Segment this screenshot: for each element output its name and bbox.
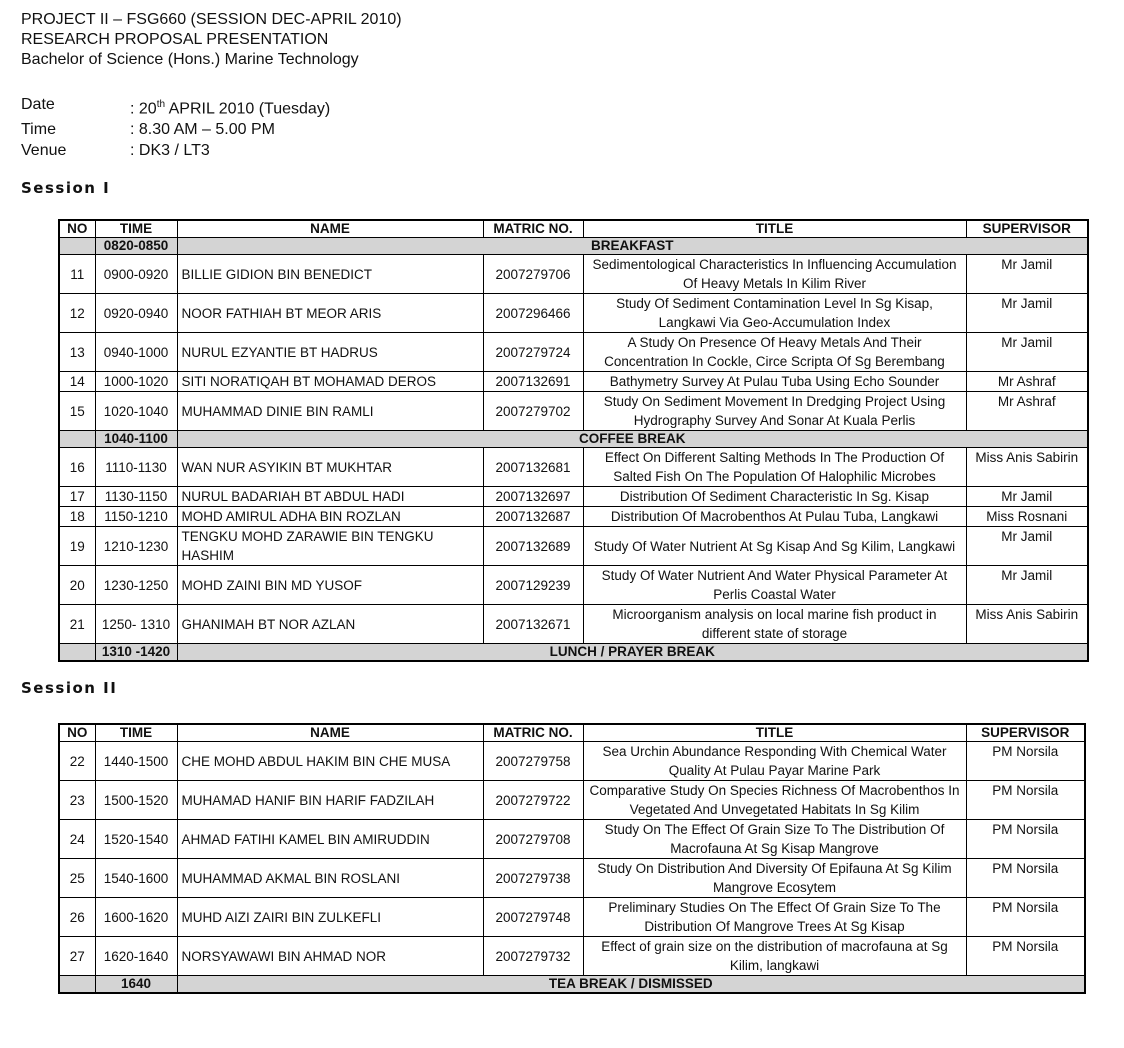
cell-name: MOHD ZAINI BIN MD YUSOF (177, 566, 483, 605)
table-row (59, 372, 1088, 392)
cell-no: 14 (59, 372, 95, 392)
cell-time: 0940-1000 (95, 333, 177, 372)
cell-no: 16 (59, 448, 95, 487)
cell-title: Preliminary Studies On The Effect Of Grain Size To The Distribution Of Mangrove Trees At Sg Kisap (583, 898, 966, 937)
cell-title: A Study On Presence Of Heavy Metals And Their Concentration In Cockle, Circe Scripta Of Sg Berembang (583, 333, 966, 372)
cell-name: SITI NORATIQAH BT MOHAMAD DEROS (177, 372, 483, 392)
break-time: 1310 -1420 (95, 644, 177, 662)
cell-name: MUHAMMAD DINIE BIN RAMLI (177, 392, 483, 431)
session-1-table (58, 219, 1089, 662)
cell-time: 1110-1130 (95, 448, 177, 487)
table-row (59, 255, 1088, 294)
header-program-line: Bachelor of Science (Hons.) Marine Technology (21, 51, 359, 68)
table-row (59, 859, 1085, 898)
cell-supervisor: Miss Rosnani (966, 507, 1088, 527)
cell-time: 1150-1210 (95, 507, 177, 527)
cell-time: 1210-1230 (95, 527, 177, 566)
cell-matric: 2007279748 (483, 898, 583, 937)
table-row (59, 898, 1085, 937)
date-value: : 20th APRIL 2010 (Tuesday) (130, 99, 331, 118)
venue-value: : DK3 / LT3 (130, 142, 210, 160)
cell-supervisor: PM Norsila (966, 742, 1085, 781)
cell-name: MOHD AMIRUL ADHA BIN ROZLAN (177, 507, 483, 527)
break-row (59, 976, 1085, 994)
cell-time: 1520-1540 (95, 820, 177, 859)
header-title-line: RESEARCH PROPOSAL PRESENTATION (21, 31, 329, 48)
col-name: NAME (177, 220, 483, 238)
cell-matric: 2007296466 (483, 294, 583, 333)
cell-time: 0920-0940 (95, 294, 177, 333)
cell-time: 1500-1520 (95, 781, 177, 820)
cell-name: NOOR FATHIAH BT MEOR ARIS (177, 294, 483, 333)
header-project-line: PROJECT II – FSG660 (SESSION DEC-APRIL 2010) (21, 11, 402, 28)
cell-title: Study Of Sediment Contamination Level In Sg Kisap, Langkawi Via Geo-Accumulation Index (583, 294, 966, 333)
cell-supervisor: Miss Anis Sabirin (966, 448, 1088, 487)
session-2-table (58, 723, 1086, 994)
col-matric: MATRIC NO. (483, 220, 583, 238)
cell-supervisor: Mr Jamil (966, 333, 1088, 372)
cell-title: Effect On Different Salting Methods In The Production Of Salted Fish On The Population Of Halophilic Microbes (583, 448, 966, 487)
cell-time: 1600-1620 (95, 898, 177, 937)
cell-time: 1540-1600 (95, 859, 177, 898)
break-row (59, 644, 1088, 662)
break-no (59, 976, 95, 994)
cell-name: MUHAMMAD AKMAL BIN ROSLANI (177, 859, 483, 898)
cell-matric: 2007279724 (483, 333, 583, 372)
cell-no: 24 (59, 820, 95, 859)
cell-matric: 2007279738 (483, 859, 583, 898)
cell-supervisor: Mr Jamil (966, 255, 1088, 294)
cell-matric: 2007279708 (483, 820, 583, 859)
cell-matric: 2007279758 (483, 742, 583, 781)
event-details (21, 94, 330, 161)
break-no (59, 431, 95, 448)
table-row (59, 527, 1088, 566)
cell-name: GHANIMAH BT NOR AZLAN (177, 605, 483, 644)
break-label: LUNCH / PRAYER BREAK (177, 644, 1088, 662)
cell-name: BILLIE GIDION BIN BENEDICT (177, 255, 483, 294)
cell-name: TENGKU MOHD ZARAWIE BIN TENGKU HASHIM (177, 527, 483, 566)
break-row (59, 431, 1088, 448)
cell-no: 11 (59, 255, 95, 294)
cell-matric: 2007132689 (483, 527, 583, 566)
table-header-row (59, 724, 1085, 742)
cell-no: 13 (59, 333, 95, 372)
col-title: TITLE (583, 220, 966, 238)
table-row (59, 781, 1085, 820)
table-row (59, 448, 1088, 487)
cell-time: 1620-1640 (95, 937, 177, 976)
venue-label: Venue (21, 142, 67, 160)
cell-no: 22 (59, 742, 95, 781)
cell-matric: 2007279722 (483, 781, 583, 820)
break-label: TEA BREAK / DISMISSED (177, 976, 1085, 994)
cell-title: Study On Distribution And Diversity Of Epifauna At Sg Kilim Mangrove Ecosytem (583, 859, 966, 898)
session-1-heading: Session I (21, 179, 111, 197)
col-no: NO (59, 220, 95, 238)
table-row (59, 507, 1088, 527)
table-row (59, 605, 1088, 644)
cell-matric: 2007132671 (483, 605, 583, 644)
date-row (21, 94, 330, 119)
cell-title: Distribution Of Macrobenthos At Pulau Tuba, Langkawi (583, 507, 966, 527)
cell-name: AHMAD FATIHI KAMEL BIN AMIRUDDIN (177, 820, 483, 859)
table-header-row (59, 220, 1088, 238)
cell-supervisor: Mr Jamil (966, 566, 1088, 605)
cell-supervisor: PM Norsila (966, 937, 1085, 976)
cell-name: NURUL EZYANTIE BT HADRUS (177, 333, 483, 372)
date-label: Date (21, 96, 55, 113)
break-time: 1040-1100 (95, 431, 177, 448)
col-time: TIME (95, 220, 177, 238)
cell-supervisor: Mr Jamil (966, 487, 1088, 507)
venue-row (21, 140, 330, 161)
cell-name: NORSYAWAWI BIN AHMAD NOR (177, 937, 483, 976)
cell-no: 27 (59, 937, 95, 976)
cell-name: CHE MOHD ABDUL HAKIM BIN CHE MUSA (177, 742, 483, 781)
cell-matric: 2007129239 (483, 566, 583, 605)
cell-no: 17 (59, 487, 95, 507)
cell-name: NURUL BADARIAH BT ABDUL HADI (177, 487, 483, 507)
cell-supervisor: Mr Ashraf (966, 392, 1088, 431)
cell-supervisor: PM Norsila (966, 898, 1085, 937)
cell-no: 26 (59, 898, 95, 937)
cell-no: 23 (59, 781, 95, 820)
cell-supervisor: PM Norsila (966, 859, 1085, 898)
time-row (21, 119, 330, 140)
cell-matric: 2007279706 (483, 255, 583, 294)
break-no (59, 644, 95, 662)
col-supervisor: SUPERVISOR (966, 220, 1088, 238)
cell-time: 1000-1020 (95, 372, 177, 392)
cell-matric: 2007279702 (483, 392, 583, 431)
cell-supervisor: PM Norsila (966, 781, 1085, 820)
col-time: TIME (95, 724, 177, 742)
cell-matric: 2007132691 (483, 372, 583, 392)
table-row (59, 937, 1085, 976)
cell-title: Comparative Study On Species Richness Of Macrobenthos In Vegetated And Unvegetated Habitats In Sg Kilim (583, 781, 966, 820)
time-label: Time (21, 121, 56, 139)
cell-no: 18 (59, 507, 95, 527)
cell-supervisor: Mr Jamil (966, 527, 1088, 566)
table-row (59, 820, 1085, 859)
cell-time: 1440-1500 (95, 742, 177, 781)
cell-no: 20 (59, 566, 95, 605)
cell-matric: 2007132697 (483, 487, 583, 507)
table-row (59, 566, 1088, 605)
col-name: NAME (177, 724, 483, 742)
cell-no: 15 (59, 392, 95, 431)
cell-name: MUHD AIZI ZAIRI BIN ZULKEFLI (177, 898, 483, 937)
cell-time: 0900-0920 (95, 255, 177, 294)
table-row (59, 294, 1088, 333)
cell-matric: 2007279732 (483, 937, 583, 976)
table-row (59, 487, 1088, 507)
table-row (59, 742, 1085, 781)
col-no: NO (59, 724, 95, 742)
col-matric: MATRIC NO. (483, 724, 583, 742)
cell-supervisor: Miss Anis Sabirin (966, 605, 1088, 644)
cell-title: Microorganism analysis on local marine fish product in different state of storage (583, 605, 966, 644)
cell-title: Bathymetry Survey At Pulau Tuba Using Echo Sounder (583, 372, 966, 392)
cell-no: 21 (59, 605, 95, 644)
break-time: 0820-0850 (95, 238, 177, 255)
cell-time: 1020-1040 (95, 392, 177, 431)
cell-title: Distribution Of Sediment Characteristic In Sg. Kisap (583, 487, 966, 507)
cell-time: 1230-1250 (95, 566, 177, 605)
cell-name: WAN NUR ASYIKIN BT MUKHTAR (177, 448, 483, 487)
document-header (21, 10, 402, 70)
cell-no: 12 (59, 294, 95, 333)
cell-title: Study Of Water Nutrient At Sg Kisap And Sg Kilim, Langkawi (583, 527, 966, 566)
break-row (59, 238, 1088, 255)
break-no (59, 238, 95, 255)
cell-title: Effect of grain size on the distribution of macrofauna at Sg Kilim, langkawi (583, 937, 966, 976)
cell-matric: 2007132681 (483, 448, 583, 487)
cell-no: 19 (59, 527, 95, 566)
cell-no: 25 (59, 859, 95, 898)
cell-title: Study On Sediment Movement In Dredging Project Using Hydrography Survey And Sonar At Kuala Perlis (583, 392, 966, 431)
cell-time: 1130-1150 (95, 487, 177, 507)
time-value: : 8.30 AM – 5.00 PM (130, 121, 275, 139)
cell-title: Study Of Water Nutrient And Water Physical Parameter At Perlis Coastal Water (583, 566, 966, 605)
cell-name: MUHAMAD HANIF BIN HARIF FADZILAH (177, 781, 483, 820)
table-row (59, 333, 1088, 372)
col-title: TITLE (583, 724, 966, 742)
table-row (59, 392, 1088, 431)
break-label: BREAKFAST (177, 238, 1088, 255)
col-supervisor: SUPERVISOR (966, 724, 1085, 742)
session-2-heading: Session II (21, 679, 118, 697)
cell-title: Study On The Effect Of Grain Size To The Distribution Of Macrofauna At Sg Kisap Mangrove (583, 820, 966, 859)
cell-supervisor: PM Norsila (966, 820, 1085, 859)
break-time: 1640 (95, 976, 177, 994)
cell-supervisor: Mr Jamil (966, 294, 1088, 333)
cell-time: 1250- 1310 (95, 605, 177, 644)
cell-matric: 2007132687 (483, 507, 583, 527)
cell-title: Sedimentological Characteristics In Influencing Accumulation Of Heavy Metals In Kilim River (583, 255, 966, 294)
cell-title: Sea Urchin Abundance Responding With Chemical Water Quality At Pulau Payar Marine Park (583, 742, 966, 781)
break-label: COFFEE BREAK (177, 431, 1088, 448)
cell-supervisor: Mr Ashraf (966, 372, 1088, 392)
